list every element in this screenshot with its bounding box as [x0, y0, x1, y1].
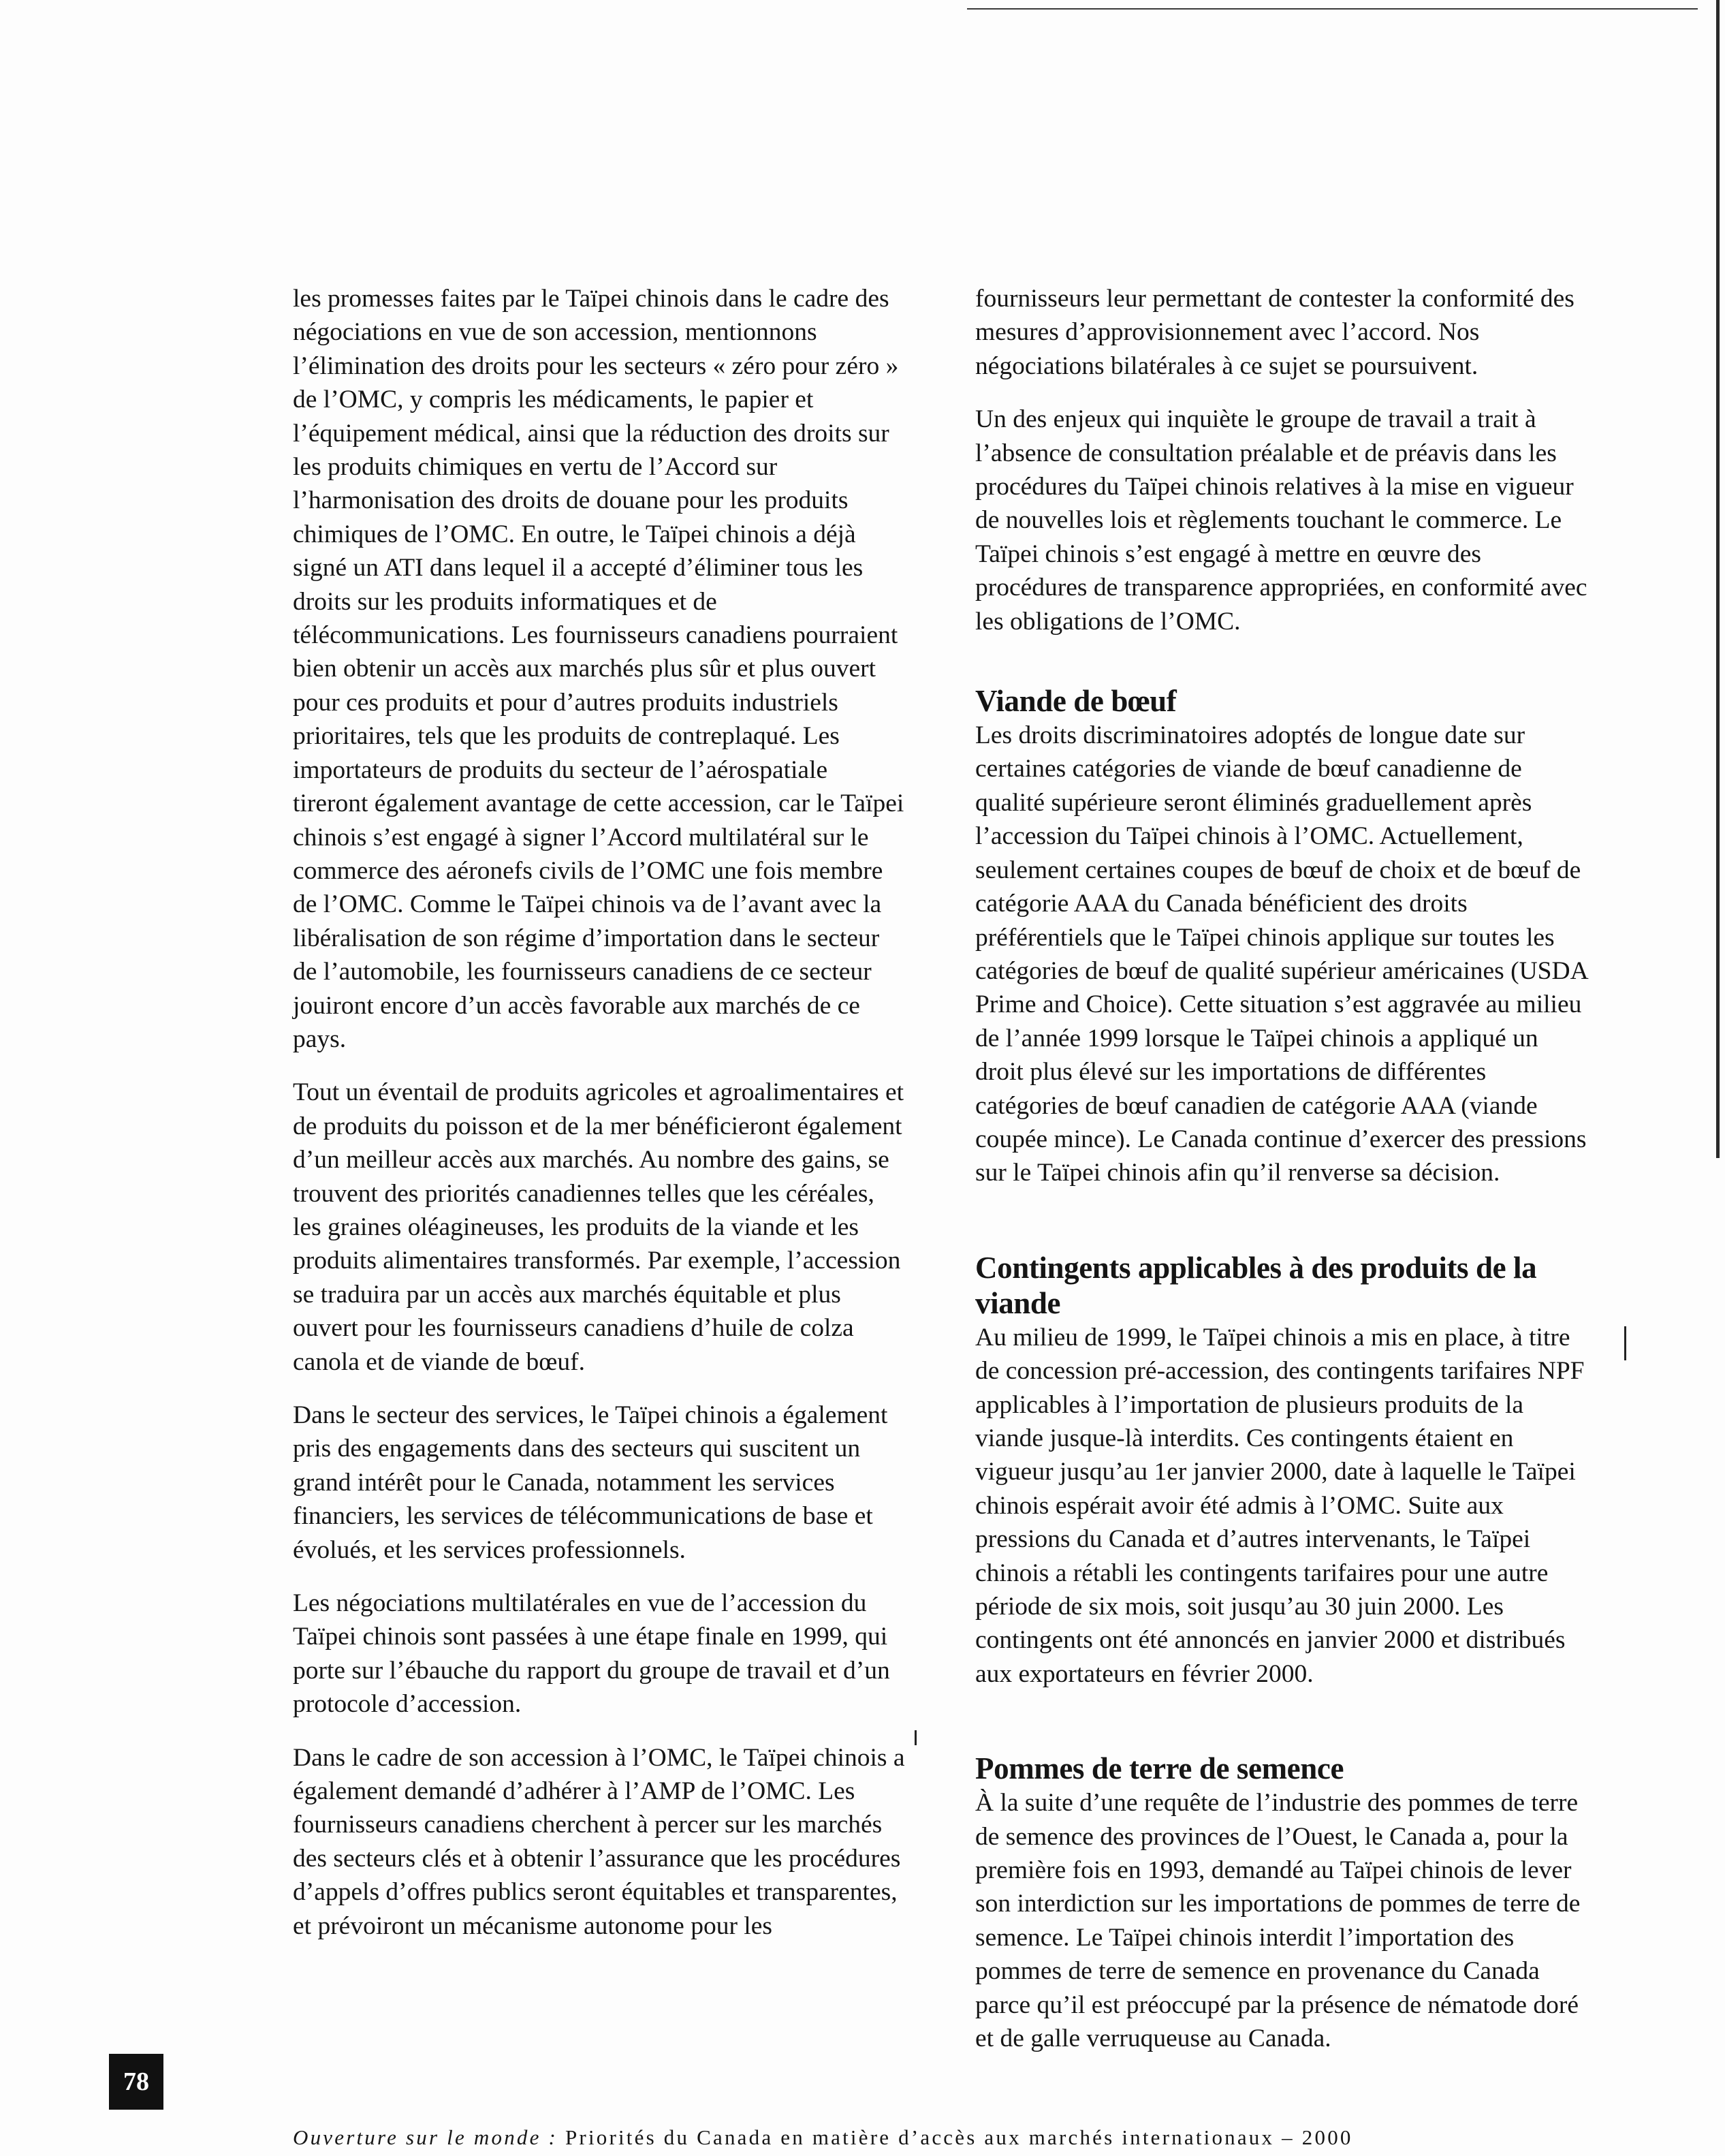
section-heading-beef: Viande de bœuf — [975, 684, 1177, 719]
scan-edge-top — [967, 8, 1698, 10]
section-body-seed-potatoes: À la suite d’une requête de l’industrie des pommes de terre de semence des provinces de l’Ouest, le Canada a, pour la première fois en 1993, demandé au Taïpei chinois de lever son interdiction sur les importations de pommes de terre de semence. Le Taïpei chinois interdit l’importation des pommes de terre de semence en provenance du Canada parce qu’il est préoccupé par la présence de nématode doré et de galle verruqueuse au Canada. — [975, 1789, 1581, 2053]
left-column — [293, 282, 906, 1963]
paragraph: Les négociations multilatérales en vue de l’accession du Taïpei chinois sont passées à une étape finale en 1999, qui porte sur l’ébauche du rapport du groupe de travail et d’un protocole d’accession. — [293, 1589, 890, 1719]
section-heading-meat-quotas: Contingents applicables à des produits de la viande — [975, 1250, 1537, 1320]
footer-publication-title: Ouverture sur le monde : — [293, 2125, 558, 2149]
paragraph: les promesses faites par le Taïpei chinois dans le cadre des négociations en vue de son accession, mentionnons l’élimination des droits pour les secteurs « zéro pour zéro » de l’OMC, y compris les médicaments, le papier et l’équipement médical, ainsi que la réduction des droits sur les produits chimiques en vertu de l’Accord sur l’harmonisation des droits de douane pour les produits chimiques de l’OMC. En outre, le Taïpei chinois a déjà signé un ATI dans lequel il a accepté d’éliminer tous les droits sur les produits informatiques et de télécommunications. Les fournisseurs canadiens pourraient bien obtenir un accès aux marchés plus sûr et plus ouvert pour ces produits et pour d’autres produits industriels prioritaires, tels que les produits de contreplaqué. Les importateurs de produits du secteur de l’aérospatiale tireront également avantage de cette accession, car le Taïpei chinois s’est engagé à signer l’Accord multilatéral sur le commerce des aéronefs civils de l’OMC une fois membre de l’OMC. Comme le Taïpei chinois va de l’avant avec la libéralisation de son régime d’importation dans le secteur de l’automobile, les fournisseurs canadiens de ce secteur jouiront encore d’un accès favorable aux marchés de ce pays. — [293, 285, 904, 1053]
paragraph: Un des enjeux qui inquiète le groupe de travail a trait à l’absence de consultation préalable et de préavis dans les procédures du Taïpei chinois relatives à la mise en vigueur de nouvelles lois et règlements touchant le commerce. Le Taïpei chinois s’est engagé à mettre en œuvre des procédures de transparence appropriées, en conformité avec les obligations de l’OMC. — [975, 405, 1587, 636]
section-heading-seed-potatoes: Pommes de terre de semence — [975, 1751, 1344, 1786]
section-body-meat-quotas: Au milieu de 1999, le Taïpei chinois a mis en place, à titre de concession pré-accession, des contingents tarifaires NPF applicables à l’importation de plusieurs produits de la viande jusque-là interdits. Ces contingents étaient en vigueur jusqu’au 1er janvier 2000, date à laquelle le Taïpei chinois espérait avoir été admis à l’OMC. Suite aux pressions du Canada et d’autres intervenants, le Taïpei chinois a rétabli les contingents tarifaires pour une autre période de six mois, soit jusqu’au 30 juin 2000. Les contingents ont été annoncés en janvier 2000 et distribués aux exportateurs en février 2000. — [975, 1323, 1585, 1688]
paragraph: Tout un éventail de produits agricoles et agroalimentaires et de produits du poisson et de la mer bénéficieront également d’un meilleur accès aux marchés. Au nombre des gains, se trouvent des priorités canadiennes telles que les céréales, les graines oléagineuses, les produits de la viande et les produits alimentaires transformés. Par exemple, l’accession se traduira par un accès aux marchés équitable et plus ouvert pour les fournisseurs canadiens d’huile de colza canola et de viande de bœuf. — [293, 1078, 904, 1376]
scan-mark — [1624, 1326, 1626, 1360]
page-number-badge: 78 — [109, 2054, 163, 2110]
right-column — [975, 282, 1588, 2075]
section-body-beef: Les droits discriminatoires adoptés de longue date sur certaines catégories de viande de bœuf canadienne de qualité supérieure seront éliminés graduellement après l’accession du Taïpei chinois à l’OMC. Actuellement, seulement certaines coupes de bœuf de choix et de bœuf de catégorie AAA du Canada bénéficient des droits préférentiels que le Taïpei chinois applique sur toutes les catégories de bœuf de qualité supérieur américaines (USDA Prime and Choice). Cette situation s’est aggravée au milieu de l’année 1999 lorsque le Taïpei chinois a appliqué un droit plus élevé sur les importations de différentes catégories de bœuf canadien de catégorie AAA (viande coupée mince). Le Canada continue d’exercer des pressions sur le Taïpei chinois afin qu’il renverse sa décision. — [975, 721, 1587, 1187]
footer-subtitle: Priorités du Canada en matière d’accès aux marchés internationaux – 2000 — [565, 2125, 1353, 2149]
scan-mark — [915, 1730, 917, 1745]
paragraph: fournisseurs leur permettant de contester la conformité des mesures d’approvisionnement avec l’accord. Nos négociations bilatérales à ce sujet se poursuivent. — [975, 285, 1574, 380]
running-footer — [293, 2125, 1587, 2150]
scan-edge-right — [1716, 0, 1720, 1158]
paragraph: Dans le cadre de son accession à l’OMC, le Taïpei chinois a également demandé d’adhérer à l’AMP de l’OMC. Les fournisseurs canadiens cherchent à percer sur les marchés des secteurs clés et à obtenir l’assurance que les procédures d’appels d’offres publics seront équitables et transparentes, et prévoiront un mécanisme autonome pour les — [293, 1743, 905, 1940]
paragraph: Dans le secteur des services, le Taïpei chinois a également pris des engagements dans des secteurs qui suscitent un grand intérêt pour le Canada, notamment les services financiers, les services de télécommunications de base et évolués, et les services professionnels. — [293, 1401, 888, 1564]
